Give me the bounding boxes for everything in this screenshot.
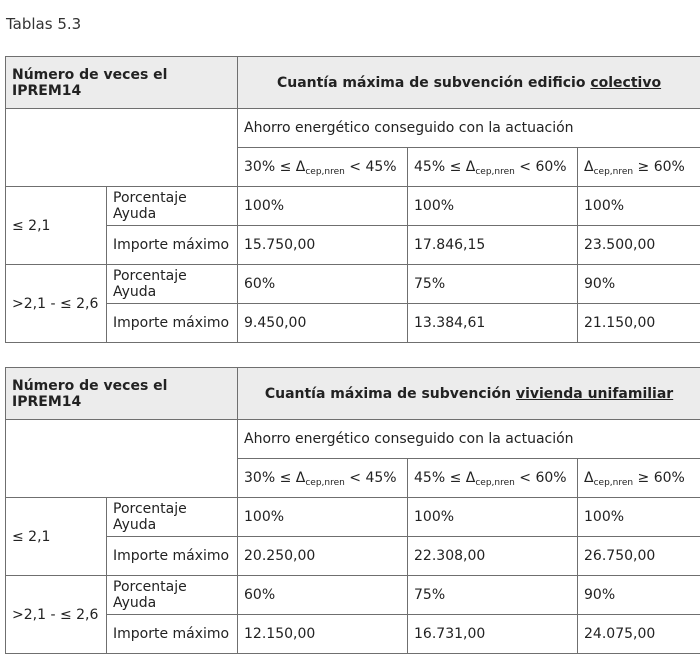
- range-cell: ≤ 2,1: [6, 498, 107, 576]
- subsidy-table-unifamiliar: [5, 367, 700, 654]
- table-row: [6, 265, 700, 304]
- column-header: [238, 148, 408, 187]
- value-cell: 9.450,00: [238, 304, 408, 343]
- column-header-post: < 45%: [344, 159, 397, 175]
- range-cell: >2,1 - ≤ 2,6: [6, 265, 107, 343]
- column-header-sub: cep,nren: [305, 167, 345, 177]
- column-header-post: < 60%: [514, 159, 567, 175]
- table-row: [6, 498, 700, 537]
- value-cell: 26.750,00: [578, 537, 700, 576]
- column-header-post: < 60%: [514, 470, 567, 486]
- header-iprem: Número de veces el IPREM14: [6, 368, 238, 420]
- value-cell: 12.150,00: [238, 615, 408, 654]
- value-cell: 100%: [578, 187, 700, 226]
- table-header-row: [6, 368, 700, 420]
- column-header-post: < 45%: [344, 470, 397, 486]
- value-cell: 100%: [238, 498, 408, 537]
- row-label: Porcentaje Ayuda: [107, 498, 238, 537]
- table-row: [6, 615, 700, 654]
- table-row: [6, 420, 700, 459]
- value-cell: 100%: [408, 187, 578, 226]
- range-cell: ≤ 2,1: [6, 187, 107, 265]
- subsidy-table-colectivo: [5, 56, 700, 343]
- column-header-pre: 30% ≤ Δ: [244, 470, 306, 486]
- table-row: [6, 537, 700, 576]
- value-cell: 100%: [408, 498, 578, 537]
- column-header: [238, 459, 408, 498]
- empty-cell: [6, 420, 238, 498]
- column-header-pre: Δ: [584, 159, 594, 175]
- value-cell: 90%: [578, 265, 700, 304]
- table-row: [6, 109, 700, 148]
- value-cell: 22.308,00: [408, 537, 578, 576]
- value-cell: 24.075,00: [578, 615, 700, 654]
- column-header-pre: Δ: [584, 470, 594, 486]
- row-label: Importe máximo: [107, 615, 238, 654]
- value-cell: 21.150,00: [578, 304, 700, 343]
- ahorro-label: Ahorro energético conseguido con la actuación: [238, 420, 700, 459]
- page-title: Tablas 5.3: [6, 15, 82, 33]
- value-cell: 20.250,00: [238, 537, 408, 576]
- value-cell: 60%: [238, 265, 408, 304]
- row-label: Importe máximo: [107, 537, 238, 576]
- table-header-row: [6, 57, 700, 109]
- value-cell: 15.750,00: [238, 226, 408, 265]
- header-iprem: Número de veces el IPREM14: [6, 57, 238, 109]
- column-header: [408, 459, 578, 498]
- header-cuantia: [238, 57, 700, 109]
- value-cell: 90%: [578, 576, 700, 615]
- column-header: [408, 148, 578, 187]
- table-row: [6, 226, 700, 265]
- row-label: Porcentaje Ayuda: [107, 187, 238, 226]
- table-row: [6, 304, 700, 343]
- row-label: Porcentaje Ayuda: [107, 576, 238, 615]
- column-header: [578, 459, 700, 498]
- column-header-pre: 30% ≤ Δ: [244, 159, 306, 175]
- column-header-sub: cep,nren: [475, 167, 515, 177]
- value-cell: 75%: [408, 576, 578, 615]
- column-header-pre: 45% ≤ Δ: [414, 470, 476, 486]
- empty-cell: [6, 109, 238, 187]
- ahorro-label: Ahorro energético conseguido con la actuación: [238, 109, 700, 148]
- table-row: [6, 576, 700, 615]
- value-cell: 75%: [408, 265, 578, 304]
- row-label: Importe máximo: [107, 304, 238, 343]
- column-header-post: ≥ 60%: [633, 159, 685, 175]
- header-cuantia-underlined: vivienda unifamiliar: [515, 385, 674, 402]
- row-label: Importe máximo: [107, 226, 238, 265]
- header-cuantia-underlined: colectivo: [590, 74, 662, 91]
- value-cell: 100%: [578, 498, 700, 537]
- value-cell: 17.846,15: [408, 226, 578, 265]
- row-label: Porcentaje Ayuda: [107, 265, 238, 304]
- table-row: [6, 187, 700, 226]
- header-cuantia-prefix: Cuantía máxima de subvención: [264, 385, 516, 402]
- range-cell: >2,1 - ≤ 2,6: [6, 576, 107, 654]
- value-cell: 16.731,00: [408, 615, 578, 654]
- header-cuantia-prefix: Cuantía máxima de subvención edificio: [276, 74, 591, 91]
- column-header-pre: 45% ≤ Δ: [414, 159, 476, 175]
- column-header: [578, 148, 700, 187]
- column-header-sub: cep,nren: [305, 478, 345, 488]
- column-header-sub: cep,nren: [475, 478, 515, 488]
- value-cell: 13.384,61: [408, 304, 578, 343]
- column-header-post: ≥ 60%: [633, 470, 685, 486]
- column-header-sub: cep,nren: [593, 478, 634, 488]
- value-cell: 60%: [238, 576, 408, 615]
- value-cell: 23.500,00: [578, 226, 700, 265]
- header-cuantia: [238, 368, 700, 420]
- column-header-sub: cep,nren: [593, 167, 634, 177]
- value-cell: 100%: [238, 187, 408, 226]
